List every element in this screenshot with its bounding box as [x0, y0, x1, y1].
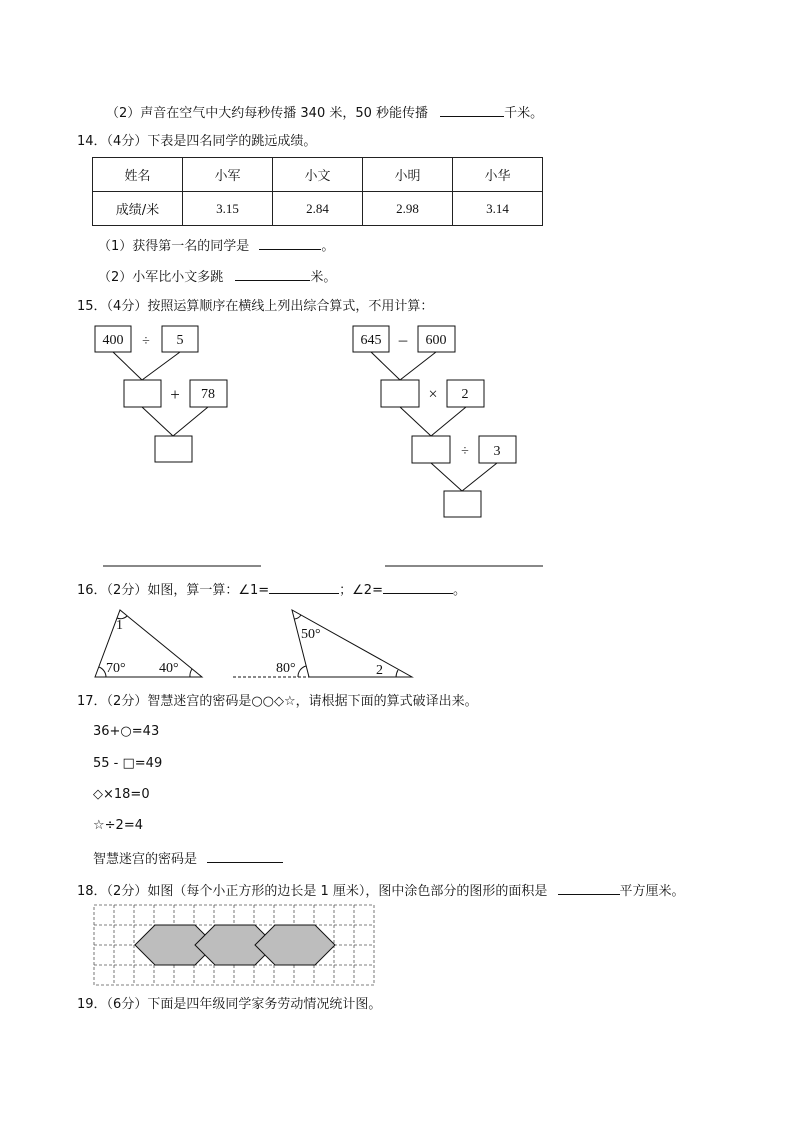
- q16-tri1-right-angle: 40°: [159, 661, 179, 676]
- q14-part2-line: [98, 266, 336, 287]
- q14-part1-end: 。: [321, 239, 335, 254]
- q16-tri1-left-angle: 70°: [106, 661, 126, 676]
- q16-triangle-2: [292, 610, 412, 677]
- q13-part2-blank[interactable]: [440, 102, 504, 117]
- q18-area-blank[interactable]: [558, 880, 620, 895]
- q18-grid-figure: [0, 900, 794, 990]
- q13-part2-unit: 千米。: [504, 106, 544, 121]
- q15-right-num-d: 3: [493, 444, 501, 459]
- q16-angle2-blank[interactable]: [383, 579, 453, 594]
- q16-tri2-top-arc: [294, 615, 301, 619]
- q15-right-num-c: 2: [461, 387, 469, 402]
- table-row: [93, 192, 543, 226]
- q15-right-box-result3[interactable]: [444, 491, 481, 517]
- q15-left-op2: +: [170, 385, 180, 404]
- table-cell: 3.15: [183, 192, 273, 226]
- q15-right-num-a: 645: [360, 333, 382, 348]
- q18-stem-text: 18．（2分）如图（每个小正方形的边长是 1 厘米），图中涂色部分的图形的面积是: [77, 884, 548, 899]
- table-cell: 2.84: [273, 192, 363, 226]
- q17-eq2: 55 - □=49: [93, 756, 163, 771]
- q18-hexagon-3: [255, 925, 335, 965]
- q16-tri2-exterior-arc: [298, 666, 306, 677]
- q16-stem-line: [77, 579, 466, 600]
- q16-stem-a: 16．（2分）如图，算一算：∠1=: [77, 583, 270, 598]
- q16-tri2-label-2: 2: [376, 663, 383, 678]
- q17-eq1: 36+○=43: [93, 724, 160, 739]
- q16-tri1-label-1: 1: [116, 618, 123, 633]
- q15-left-num-b: 5: [176, 333, 184, 348]
- table-cell: 2.98: [363, 192, 453, 226]
- table-header-cell: 姓名: [93, 158, 183, 192]
- q16-tri2-left-angle: 80°: [276, 661, 296, 676]
- q17-answer-line: [93, 848, 283, 869]
- table-header-cell: 小明: [363, 158, 453, 192]
- q18-unit: 平方厘米。: [619, 884, 685, 899]
- q16-tri2-top-angle: 50°: [301, 627, 321, 642]
- q14-part2-unit: 米。: [310, 270, 337, 285]
- q14-part1-blank[interactable]: [259, 235, 321, 250]
- q16-angle1-blank[interactable]: [269, 579, 339, 594]
- q15-left-num-c: 78: [201, 387, 215, 402]
- table-cell: 成绩/米: [93, 192, 183, 226]
- q16-stem-end: 。: [452, 583, 466, 598]
- q15-stem: 15．（4分）按照运算顺序在横线上列出综合算式，不用计算：: [77, 299, 434, 314]
- q14-part1-text: （1）获得第一名的同学是: [98, 239, 250, 254]
- q15-right-op3: ÷: [461, 444, 469, 459]
- q14-score-table: [92, 157, 543, 226]
- q15-right-op1: –: [398, 330, 408, 349]
- table-header-cell: 小军: [183, 158, 273, 192]
- q15-right-op2: ×: [428, 386, 438, 403]
- q17-answer-blank[interactable]: [207, 848, 283, 863]
- q16-tri1-left-arc: [99, 667, 106, 677]
- q13-part2-text: （2）声音在空气中大约每秒传播 340 米，50 秒能传播: [106, 106, 429, 121]
- q13-part2-line: [106, 102, 543, 123]
- q17-eq3: ◇×18=0: [93, 787, 150, 802]
- q15-right-box-result2[interactable]: [412, 436, 450, 463]
- q17-stem: 17．（2分）智慧迷宫的密码是○○◇☆，请根据下面的算式破译出来。: [77, 694, 478, 709]
- q15-left-box-result1[interactable]: [124, 380, 161, 407]
- q19-stem: 19．（6分）下面是四年级同学家务劳动情况统计图。: [77, 997, 382, 1012]
- table-header-cell: 小文: [273, 158, 363, 192]
- table-row: [93, 158, 543, 192]
- q15-left-box-result2[interactable]: [155, 436, 192, 462]
- q16-triangles: [0, 602, 794, 682]
- q15-operation-diagrams: [0, 318, 794, 578]
- q15-right-num-b: 600: [425, 333, 447, 348]
- q15-left-num-a: 400: [102, 333, 124, 348]
- q16-stem-b: ；∠2=: [339, 583, 383, 598]
- q14-part1-line: [98, 235, 334, 256]
- q14-stem: 14．（4分）下表是四名同学的跳远成绩。: [77, 134, 317, 149]
- q14-part2-blank[interactable]: [235, 266, 310, 281]
- q15-left-op1: ÷: [142, 334, 150, 349]
- q17-eq4: ☆÷2=4: [93, 818, 143, 833]
- table-header-cell: 小华: [453, 158, 543, 192]
- q14-part2-text: （2）小军比小文多跳: [98, 270, 224, 285]
- q18-stem-line: [77, 880, 685, 901]
- q16-tri1-right-arc: [190, 669, 192, 677]
- table-cell: 3.14: [453, 192, 543, 226]
- q16-tri2-right-arc: [396, 670, 398, 677]
- q17-answer-text: 智慧迷宫的密码是: [93, 852, 198, 867]
- q15-right-box-result1[interactable]: [381, 380, 419, 407]
